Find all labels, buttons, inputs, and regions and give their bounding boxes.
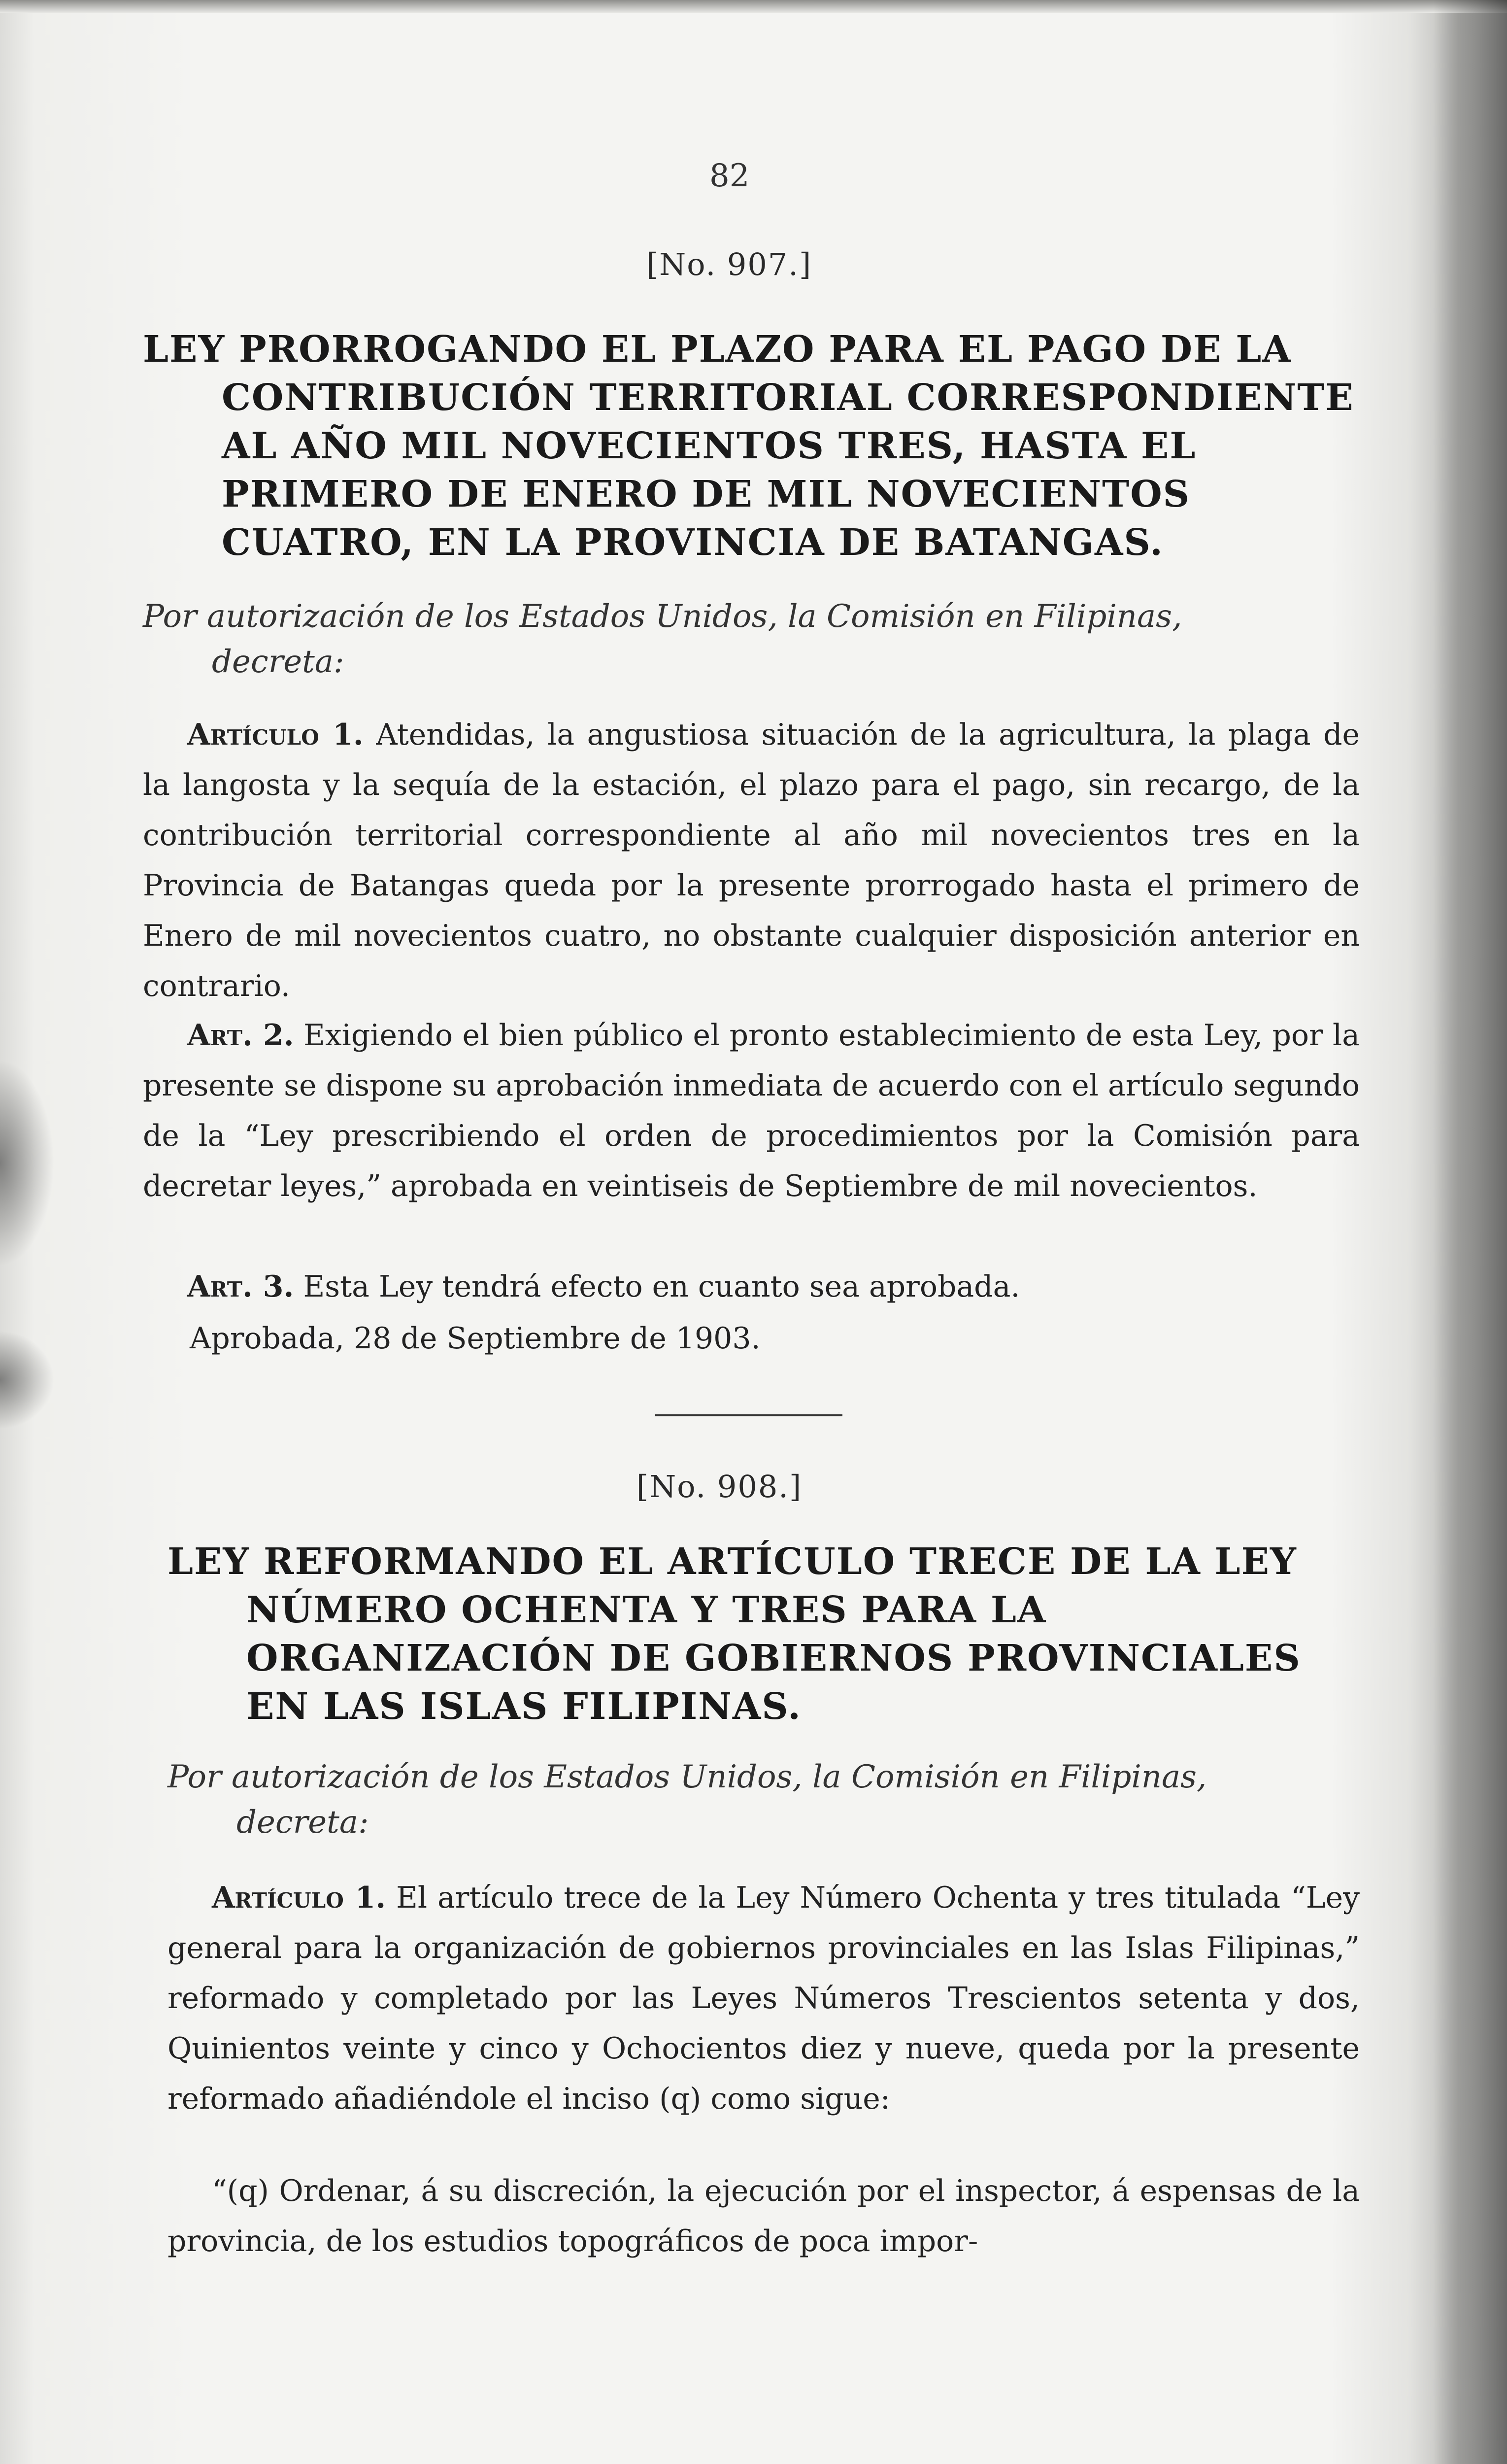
article-2 [143,1010,1360,1211]
enacting-clause-decree: decreta: [212,644,344,680]
act-number: [No. 907.] [646,246,812,282]
article-subsection-q [167,2166,1360,2266]
scan-top-edge [0,0,1507,13]
enacting-clause [167,1754,1360,1845]
law-title-continuation: NÚMERO OCHENTA Y TRES PARA LA ORGANIZACIÓN DE GOBIERNOS PROVINCIALES EN LAS ISLAS FILIPINAS. [246,1589,1301,1728]
page-number: 82 [709,158,750,194]
article-text: Exigiendo el bien público el pronto establecimiento de esta Ley, por la presente se dispone su aprobación inmediata de acuerdo con el artículo segundo de la “Ley prescribiendo el orden de procedimientos por la Comisión para decretar leyes,” aprobada en veintiseis de Septiembre de mil novecientos. [143,1018,1360,1203]
law-title [143,325,1360,567]
scan-right-shadow [1433,0,1507,2464]
article-text: El artículo trece de la Ley Número Ochenta y tres titulada “Ley general para la organización de gobiernos provinciales en las Islas Filipinas,” reformado y completado por las Leyes Números Trescientos setenta y dos, Quinientos veinte y cinco y Ochocientos diez y nueve, queda por la presente reformado añadiéndole el inciso (q) como sigue: [167,1881,1360,2116]
article-1 [167,1873,1360,2124]
enacting-clause-decree: decreta: [236,1804,369,1841]
law-title [167,1538,1360,1731]
article-1 [143,710,1360,1011]
act-number: [No. 908.] [636,1469,803,1505]
scan-left-smudge [0,1060,54,1266]
law-title-line: LEY REFORMANDO EL ARTÍCULO TRECE DE LA LEY [167,1540,1297,1583]
approval-date: Aprobada, 28 de Septiembre de 1903. [190,1321,761,1356]
enacting-clause-line: Por autorización de los Estados Unidos, la Comisión en Filipinas, [143,598,1182,635]
scan-left-smudge [0,1331,54,1429]
section-divider [655,1414,842,1416]
article-3 [143,1262,1360,1312]
article-label: Art. 3. [187,1269,294,1304]
law-title-continuation: CONTRIBUCIÓN TERRITORIAL CORRESPONDIENTE AL AÑO MIL NOVECIENTOS TRES, HASTA EL PRIMERO DE ENERO DE MIL NOVECIENTOS CUATRO, EN LA PROVINCIA DE BATANGAS. [222,376,1354,564]
enacting-clause [143,594,1360,684]
article-text: Atendidas, la angustiosa situación de la agricultura, la plaga de la langosta y la sequía de la estación, el plazo para el pago, sin recargo, de la contribución territorial correspondiente al año mil novecientos tres en la Provincia de Batangas queda por la presente prorrogado hasta el primero de Enero de mil novecientos cuatro, no obstante cualquier disposición anterior en contrario. [143,718,1360,1003]
law-title-line: LEY PRORROGANDO EL PLAZO PARA EL PAGO DE LA [143,328,1292,371]
article-label: Art. 2. [187,1018,294,1053]
article-label: Artículo 1. [212,1881,386,1915]
enacting-clause-line: Por autorización de los Estados Unidos, la Comisión en Filipinas, [167,1759,1207,1795]
article-text: “(q) Ordenar, á su discreción, la ejecución por el inspector, á espensas de la provincia, de los estudios topográficos de poca impor- [167,2174,1360,2259]
article-label: Artículo 1. [187,718,364,752]
article-text: Esta Ley tendrá efecto en cuanto sea aprobada. [303,1269,1020,1304]
